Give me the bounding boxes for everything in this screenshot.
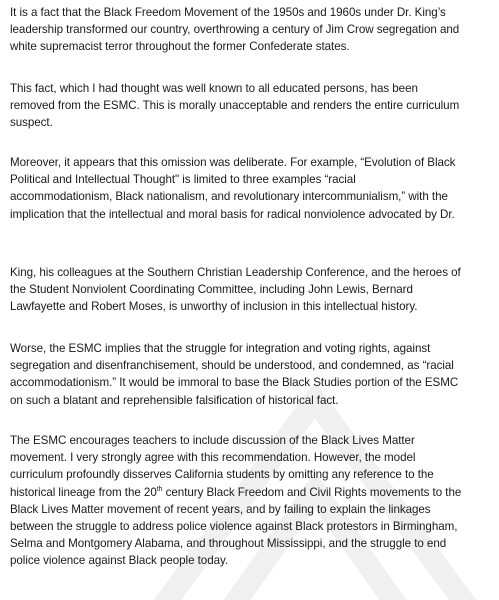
text-line: suspect. [10,116,53,130]
text-line: white supremacist terror throughout the former Confederate states. [10,40,350,54]
superscript: th [156,485,163,493]
text-line: Lawfayette and Robert Moses, is unworthy of inclusion in this intellectual history. [10,300,418,314]
text-line [10,484,461,501]
text-line: the Student Nonviolent Coordinating Committee, including John Lewis, Bernard [10,283,413,297]
text-line: on such a blatant and reprehensible falsification of historical fact. [10,393,339,407]
text-line: removed from the ESMC. This is morally unacceptable and renders the entire curriculum [10,99,460,113]
text-line: segregation and disenfranchisement, should be understood, and condemned, as “racial [10,359,454,373]
text-line: implication that the intellectual and moral basis for radical nonviolence advocated by Dr. [10,207,455,221]
text-line: King, his colleagues at the Southern Christian Leadership Conference, and the heroes of [10,266,461,279]
text-line: Selma and Montgomery Alabama, and throughout Mississippi, and the struggle to end [10,537,447,551]
text-line: accommodationism, Black nationalism, and revolutionary intercommunialism,” with the [10,190,448,204]
text-line: police violence against Black people today. [10,554,229,568]
text-line: curriculum profoundly disserves California students by omitting any reference to the [10,468,434,482]
text-line: Black Lives Matter movement of recent years, and by failing to explain the linkages [10,502,431,516]
text-line: Political and Intellectual Thought" is limited to three examples “racial [10,173,356,187]
text-line: accommodationism.” It would be immoral to base the Black Studies portion of the ESMC [10,376,459,390]
text-line: between the struggle to address police violence against Black protestors in Birmingham, [10,519,458,533]
paragraph-4 [10,264,461,316]
paragraph-2 [10,80,459,132]
text-line: movement. I very strongly agree with this recommendation. However, the model [10,451,416,465]
text-fragment: century Black Freedom and Civil Rights movements to the [165,485,462,499]
text-line: This fact, which I had thought was well known to all educated persons, has been [10,82,418,95]
text-line: The ESMC encourages teachers to include discussion of the Black Lives Matter [10,434,415,447]
text-fragment: historical lineage from the 20 [10,485,157,499]
text-line: Moreover, it appears that this omission was deliberate. For example, “Evolution of Black [10,156,456,169]
text-line: It is a fact that the Black Freedom Movement of the 1950s and 1960s under Dr. King’s [10,6,446,19]
paragraph-1 [10,4,459,56]
paragraph-6 [10,432,461,570]
paragraph-3 [10,154,455,223]
text-line: leadership transformed our country, overthrowing a century of Jim Crow segregation and [10,23,460,37]
paragraph-5 [10,340,458,409]
text-line: Worse, the ESMC implies that the struggle for integration and voting rights, against [10,342,431,355]
